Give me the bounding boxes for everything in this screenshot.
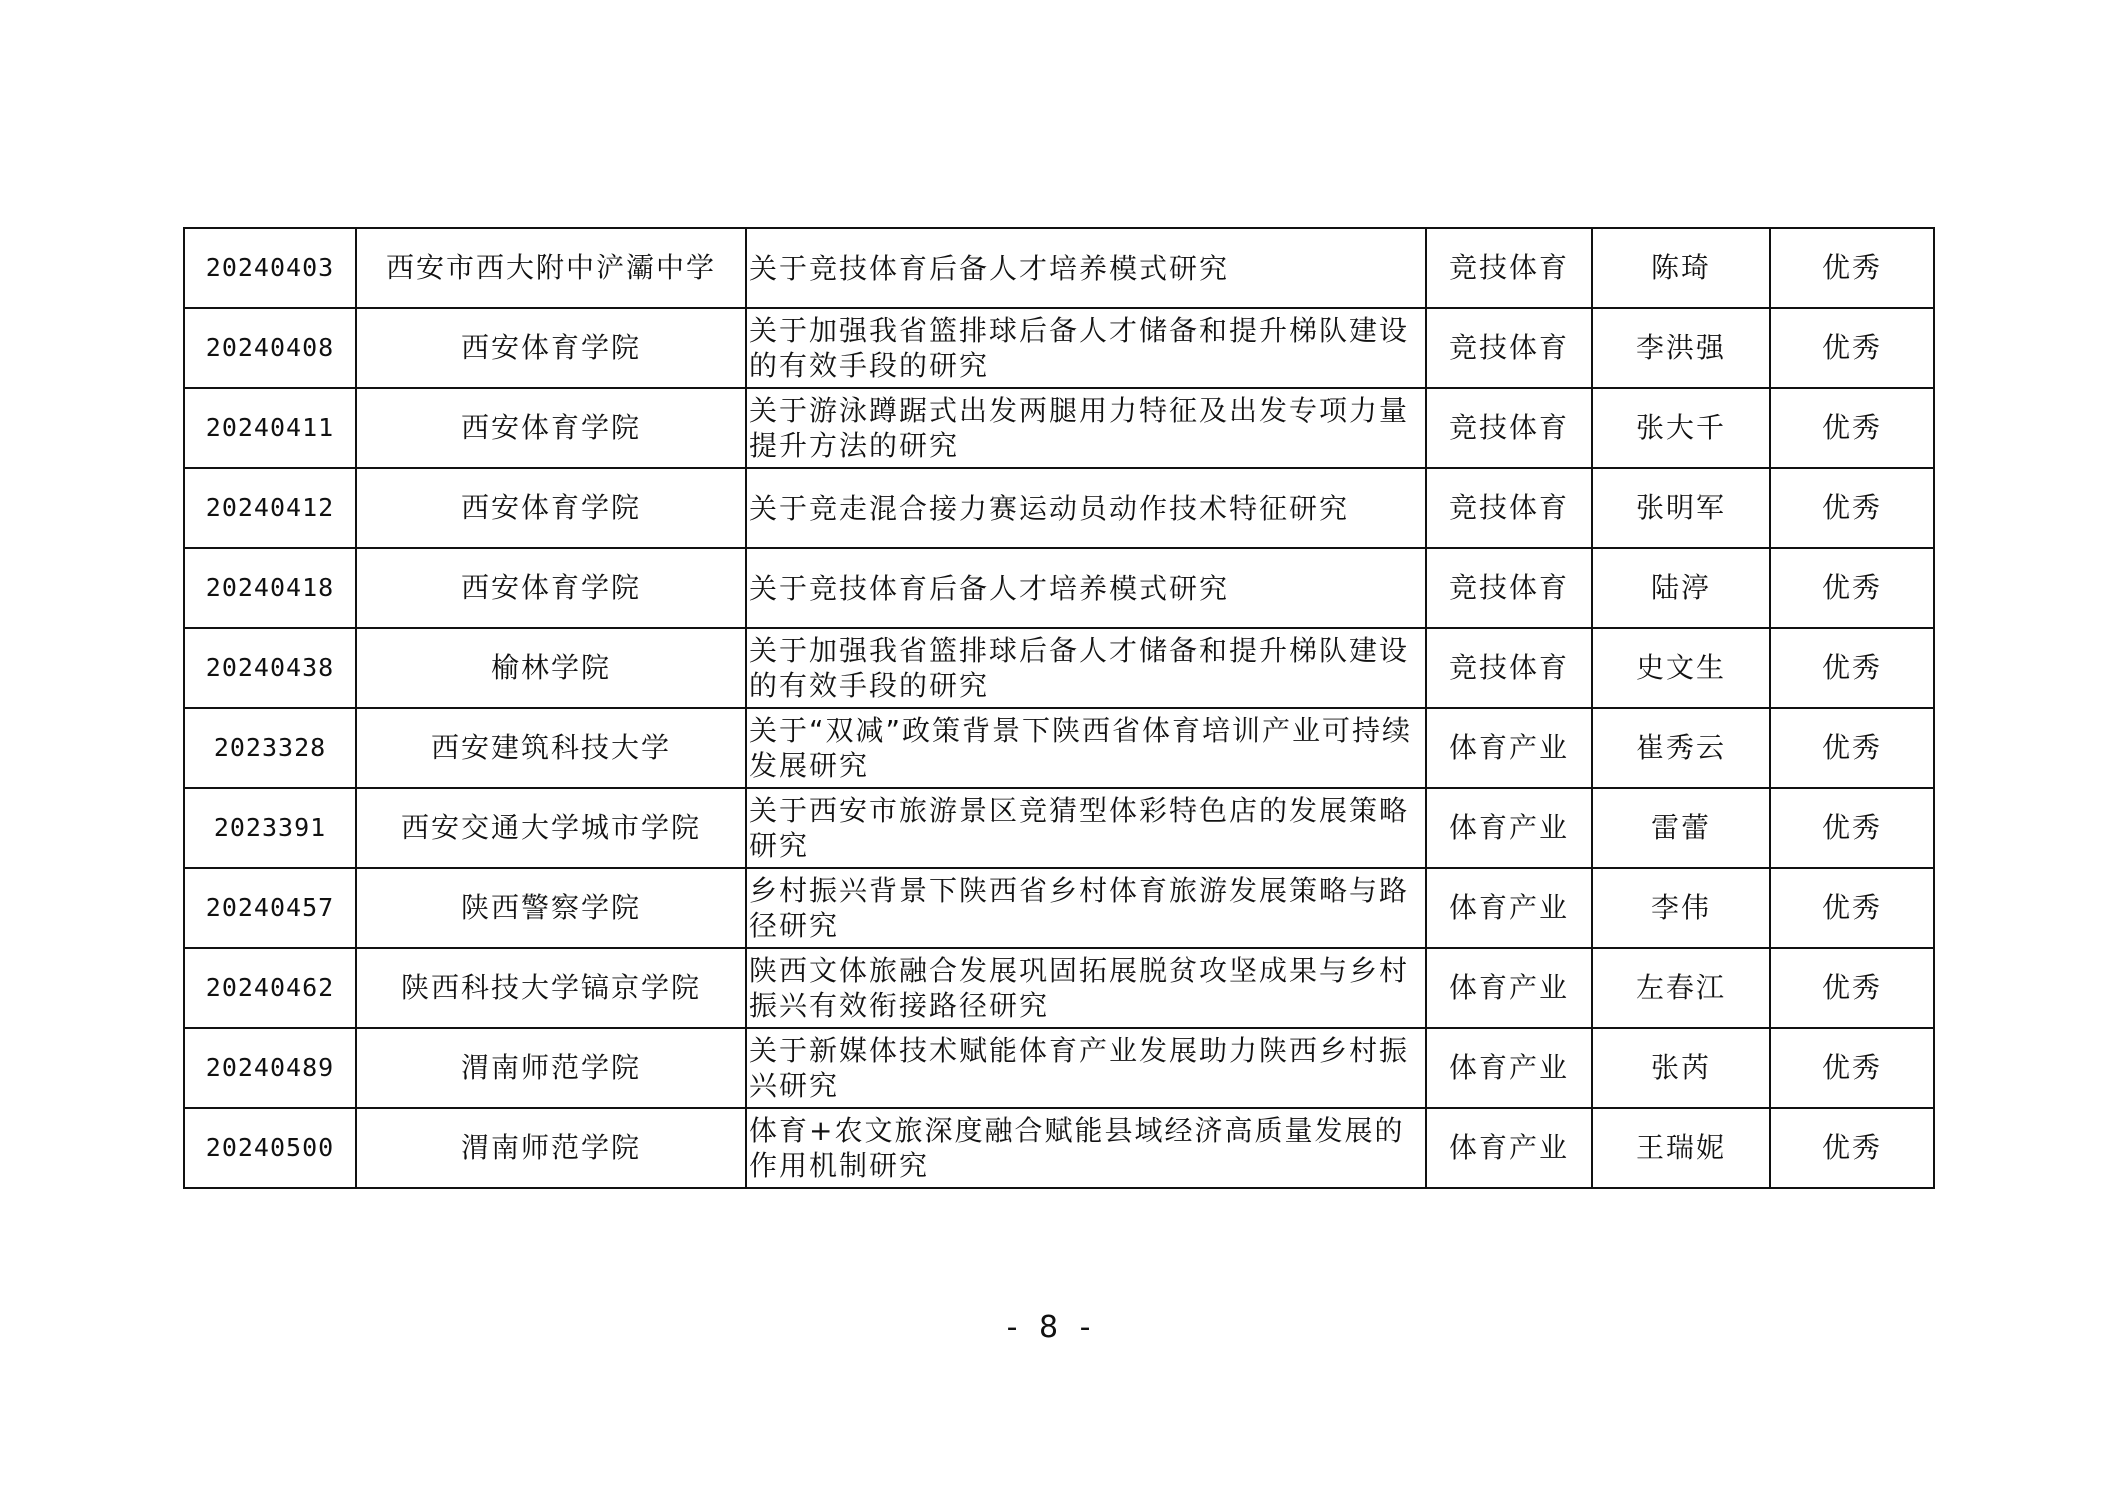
- category-cell: 体育产业: [1426, 868, 1592, 948]
- project-id-cell: 20240403: [184, 228, 356, 308]
- project-id-cell: 2023328: [184, 708, 356, 788]
- project-id-cell: 20240457: [184, 868, 356, 948]
- project-id-cell: 20240412: [184, 468, 356, 548]
- project-title-cell: 关于竞走混合接力赛运动员动作技术特征研究: [746, 468, 1426, 548]
- grade-cell: 优秀: [1770, 628, 1934, 708]
- table-row: [184, 308, 1934, 388]
- project-title-cell: 乡村振兴背景下陕西省乡村体育旅游发展策略与路径研究: [746, 868, 1426, 948]
- project-title-cell: 体育+农文旅深度融合赋能县域经济高质量发展的作用机制研究: [746, 1108, 1426, 1188]
- person-name-cell: 雷蕾: [1592, 788, 1770, 868]
- project-title-cell: 关于竞技体育后备人才培养模式研究: [746, 548, 1426, 628]
- project-title-cell: 关于加强我省篮排球后备人才储备和提升梯队建设的有效手段的研究: [746, 628, 1426, 708]
- table-row: [184, 228, 1934, 308]
- table-row: [184, 868, 1934, 948]
- project-id-cell: 20240411: [184, 388, 356, 468]
- grade-cell: 优秀: [1770, 308, 1934, 388]
- organization-cell: 西安市西大附中浐灞中学: [356, 228, 746, 308]
- organization-cell: 西安建筑科技大学: [356, 708, 746, 788]
- person-name-cell: 左春江: [1592, 948, 1770, 1028]
- table-row: [184, 468, 1934, 548]
- project-id-cell: 20240489: [184, 1028, 356, 1108]
- category-cell: 竞技体育: [1426, 548, 1592, 628]
- page-number: - 8 -: [1006, 1310, 1097, 1345]
- person-name-cell: 崔秀云: [1592, 708, 1770, 788]
- person-name-cell: 张芮: [1592, 1028, 1770, 1108]
- project-title-cell: 关于竞技体育后备人才培养模式研究: [746, 228, 1426, 308]
- organization-cell: 渭南师范学院: [356, 1108, 746, 1188]
- category-cell: 竞技体育: [1426, 628, 1592, 708]
- person-name-cell: 王瑞妮: [1592, 1108, 1770, 1188]
- project-title-cell: 关于加强我省篮排球后备人才储备和提升梯队建设的有效手段的研究: [746, 308, 1426, 388]
- table-row: [184, 788, 1934, 868]
- project-id-cell: 20240418: [184, 548, 356, 628]
- grade-cell: 优秀: [1770, 708, 1934, 788]
- results-table: [183, 227, 1935, 1189]
- category-cell: 体育产业: [1426, 1108, 1592, 1188]
- project-id-cell: 20240408: [184, 308, 356, 388]
- person-name-cell: 李洪强: [1592, 308, 1770, 388]
- grade-cell: 优秀: [1770, 868, 1934, 948]
- organization-cell: 榆林学院: [356, 628, 746, 708]
- category-cell: 竞技体育: [1426, 308, 1592, 388]
- grade-cell: 优秀: [1770, 948, 1934, 1028]
- project-title-cell: 陕西文体旅融合发展巩固拓展脱贫攻坚成果与乡村振兴有效衔接路径研究: [746, 948, 1426, 1028]
- category-cell: 体育产业: [1426, 1028, 1592, 1108]
- category-cell: 体育产业: [1426, 948, 1592, 1028]
- project-title-cell: 关于“双减”政策背景下陕西省体育培训产业可持续发展研究: [746, 708, 1426, 788]
- results-table-body: [184, 228, 1934, 1188]
- organization-cell: 陕西科技大学镐京学院: [356, 948, 746, 1028]
- table-row: [184, 388, 1934, 468]
- grade-cell: 优秀: [1770, 1108, 1934, 1188]
- category-cell: 体育产业: [1426, 788, 1592, 868]
- grade-cell: 优秀: [1770, 468, 1934, 548]
- organization-cell: 西安交通大学城市学院: [356, 788, 746, 868]
- organization-cell: 西安体育学院: [356, 548, 746, 628]
- person-name-cell: 张大千: [1592, 388, 1770, 468]
- grade-cell: 优秀: [1770, 548, 1934, 628]
- organization-cell: 陕西警察学院: [356, 868, 746, 948]
- person-name-cell: 张明军: [1592, 468, 1770, 548]
- person-name-cell: 李伟: [1592, 868, 1770, 948]
- table-row: [184, 948, 1934, 1028]
- table-row: [184, 1108, 1934, 1188]
- person-name-cell: 陈琦: [1592, 228, 1770, 308]
- project-id-cell: 2023391: [184, 788, 356, 868]
- project-id-cell: 20240462: [184, 948, 356, 1028]
- category-cell: 竞技体育: [1426, 228, 1592, 308]
- project-title-cell: 关于游泳蹲踞式出发两腿用力特征及出发专项力量提升方法的研究: [746, 388, 1426, 468]
- organization-cell: 西安体育学院: [356, 308, 746, 388]
- grade-cell: 优秀: [1770, 388, 1934, 468]
- category-cell: 竞技体育: [1426, 388, 1592, 468]
- organization-cell: 西安体育学院: [356, 388, 746, 468]
- person-name-cell: 陆渟: [1592, 548, 1770, 628]
- category-cell: 体育产业: [1426, 708, 1592, 788]
- table-row: [184, 1028, 1934, 1108]
- project-id-cell: 20240500: [184, 1108, 356, 1188]
- organization-cell: 渭南师范学院: [356, 1028, 746, 1108]
- organization-cell: 西安体育学院: [356, 468, 746, 548]
- grade-cell: 优秀: [1770, 1028, 1934, 1108]
- category-cell: 竞技体育: [1426, 468, 1592, 548]
- project-title-cell: 关于西安市旅游景区竞猜型体彩特色店的发展策略研究: [746, 788, 1426, 868]
- table-row: [184, 628, 1934, 708]
- grade-cell: 优秀: [1770, 788, 1934, 868]
- person-name-cell: 史文生: [1592, 628, 1770, 708]
- grade-cell: 优秀: [1770, 228, 1934, 308]
- table-row: [184, 548, 1934, 628]
- project-title-cell: 关于新媒体技术赋能体育产业发展助力陕西乡村振兴研究: [746, 1028, 1426, 1108]
- project-id-cell: 20240438: [184, 628, 356, 708]
- table-row: [184, 708, 1934, 788]
